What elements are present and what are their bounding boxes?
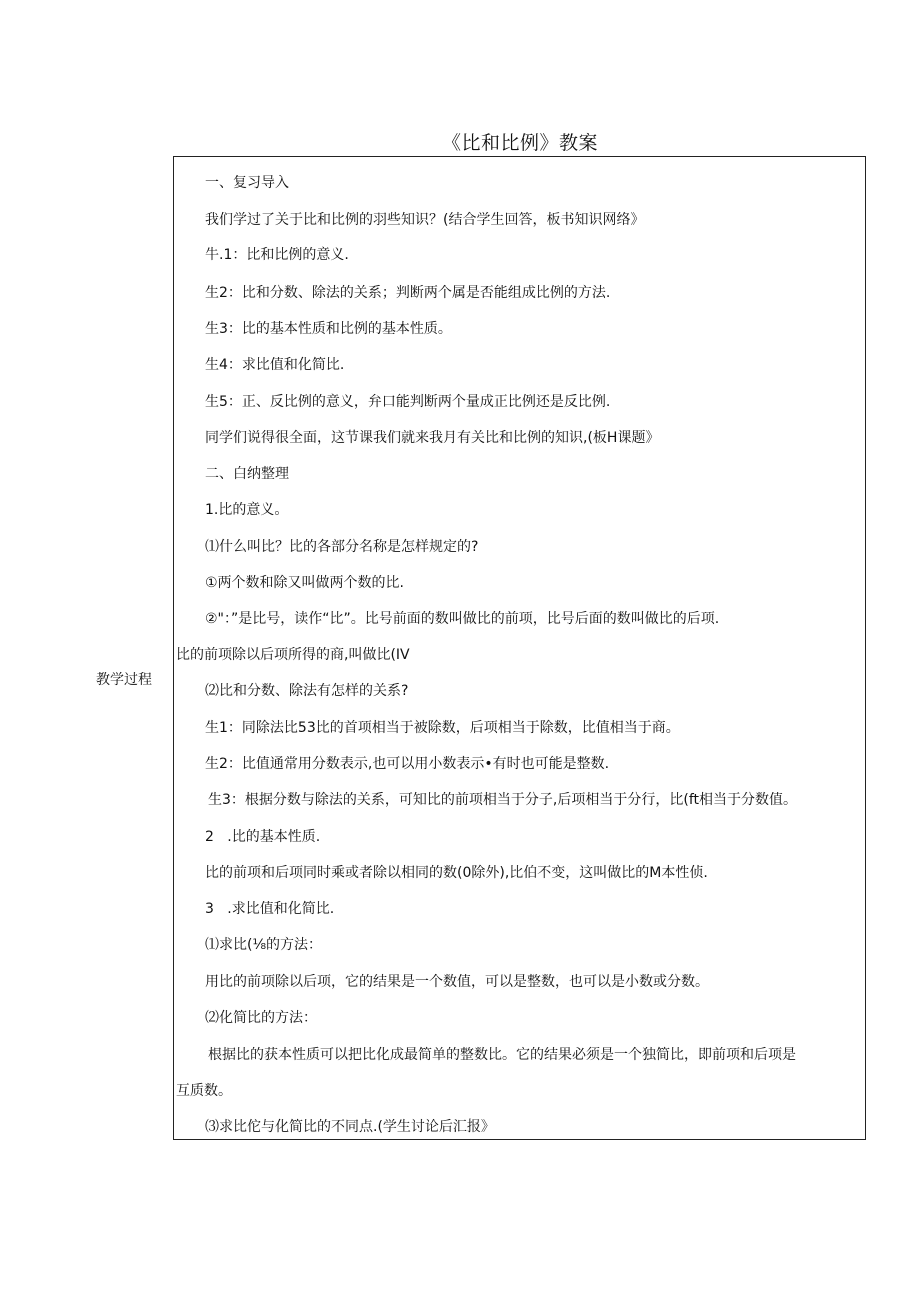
content-line: ⑵化简比的方法： [205,1010,317,1026]
content-line: ②"：”是比号，读作“比”。比号前面的数叫做比的前项，比号后面的数叫做比的后项. [205,611,720,627]
content-cell [174,157,865,1139]
content-line: 生1：同除法比53比的首项相当于被除数，后项相当于除数，比值相当于商。 [205,720,680,736]
content-line: 一、复习导入 [205,175,289,191]
content-line: ⑴求比(⅛的方法： [205,937,323,953]
content-line: 生3：根据分数与除法的关系，可知比的前项相当于分子,后项相当于分行，比(ft相当于分数值。 [208,792,797,808]
content-line: ⑶求比佗与化简比的不同点.(学生讨论后汇报》 [205,1119,495,1135]
content-line: 互质数。 [176,1083,232,1099]
section-label: 教学过程 [96,672,152,688]
content-line: 同学们说得很全面，这节课我们就来我月有关比和比例的知识,(板H课题》 [205,430,660,446]
content-line: 生4：求比值和化简比. [205,357,345,373]
lesson-table [96,156,866,1140]
content-line: 1.比的意义。 [205,502,289,518]
content-line: ⑴什么叫比？比的各部分名称是怎样规定的? [205,539,479,555]
content-line: 根据比的获本性质可以把比化成最简单的整数比。它的结果必须是一个独简比，即前项和后项是 [208,1047,796,1063]
content-line: 比的前项除以后项所得的商,叫做比(IV [176,647,410,663]
content-line: 生3：比的基本性质和比例的基本性质。 [205,321,452,337]
content-line: 生2：比值通常用分数表示,也可以用小数表示•有时也可能是整数. [205,756,610,772]
document-title: 《比和比例》教案 [441,132,598,154]
content-line: ⑵比和分数、除法有怎样的关系? [205,683,409,699]
content-line: 牛.1：比和比例的意义. [205,247,349,263]
content-line: 二、白纳整理 [205,466,289,482]
content-line: 生5：正、反比例的意义，弁口能判断两个量成正比例还是反比例. [205,394,611,410]
content-line: 2 .比的基本性质. [205,829,321,845]
content-line: 我们学过了关于比和比例的羽些知识？(结合学生回答，板书知识网络》 [205,212,645,228]
content-line: 生2：比和分数、除法的关系；判断两个属是否能组成比例的方法. [205,285,611,301]
content-line: 3 .求比值和化简比. [205,901,335,917]
content-line: 用比的前项除以后项，它的结果是一个数值，可以是整数，也可以是小数或分数。 [205,974,709,990]
content-line: ①两个数和除又叫做两个数的比. [205,575,405,591]
content-line: 比的前项和后项同时乘或者除以相同的数(0除外),比伯不变，这叫做比的M本性侦. [205,865,708,881]
